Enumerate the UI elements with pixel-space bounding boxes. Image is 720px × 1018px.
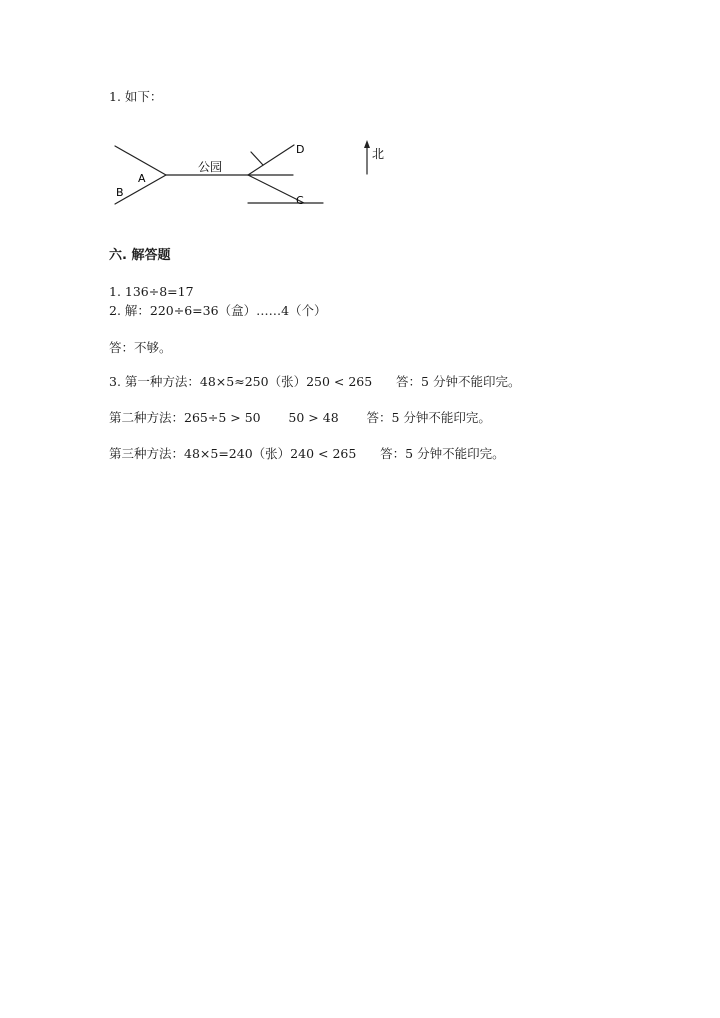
label-c: C <box>296 194 304 207</box>
route-map-diagram <box>108 138 398 214</box>
label-park: 公园 <box>198 160 223 174</box>
route-line-d <box>248 145 294 175</box>
label-a: A <box>138 172 146 185</box>
label-b: B <box>116 186 124 199</box>
label-north: 北 <box>372 147 385 161</box>
route-line-a-upper <box>115 146 166 175</box>
route-line-d-branch <box>251 152 263 165</box>
label-d: D <box>296 143 305 156</box>
north-arrow-head <box>364 140 370 148</box>
answer-q3-method1: 3. 第一种方法：48×5≈250（张）250 < 265 答：5 分钟不能印完。 <box>109 374 521 389</box>
answer-q2-line2: 答：不够。 <box>109 340 172 355</box>
answer-q1: 1. 136÷8=17 <box>109 284 194 299</box>
intro-line: 1. 如下： <box>109 89 163 104</box>
answer-q2-line1: 2. 解：220÷6=36（盒）……4（个） <box>109 303 327 318</box>
answer-q3-method3: 第三种方法：48×5=240（张）240 < 265 答：5 分钟不能印完。 <box>109 446 505 461</box>
section-title: 六. 解答题 <box>109 248 171 263</box>
answer-q3-method2: 第二种方法：265÷5 > 50 50 > 48 答：5 分钟不能印完。 <box>109 410 491 425</box>
